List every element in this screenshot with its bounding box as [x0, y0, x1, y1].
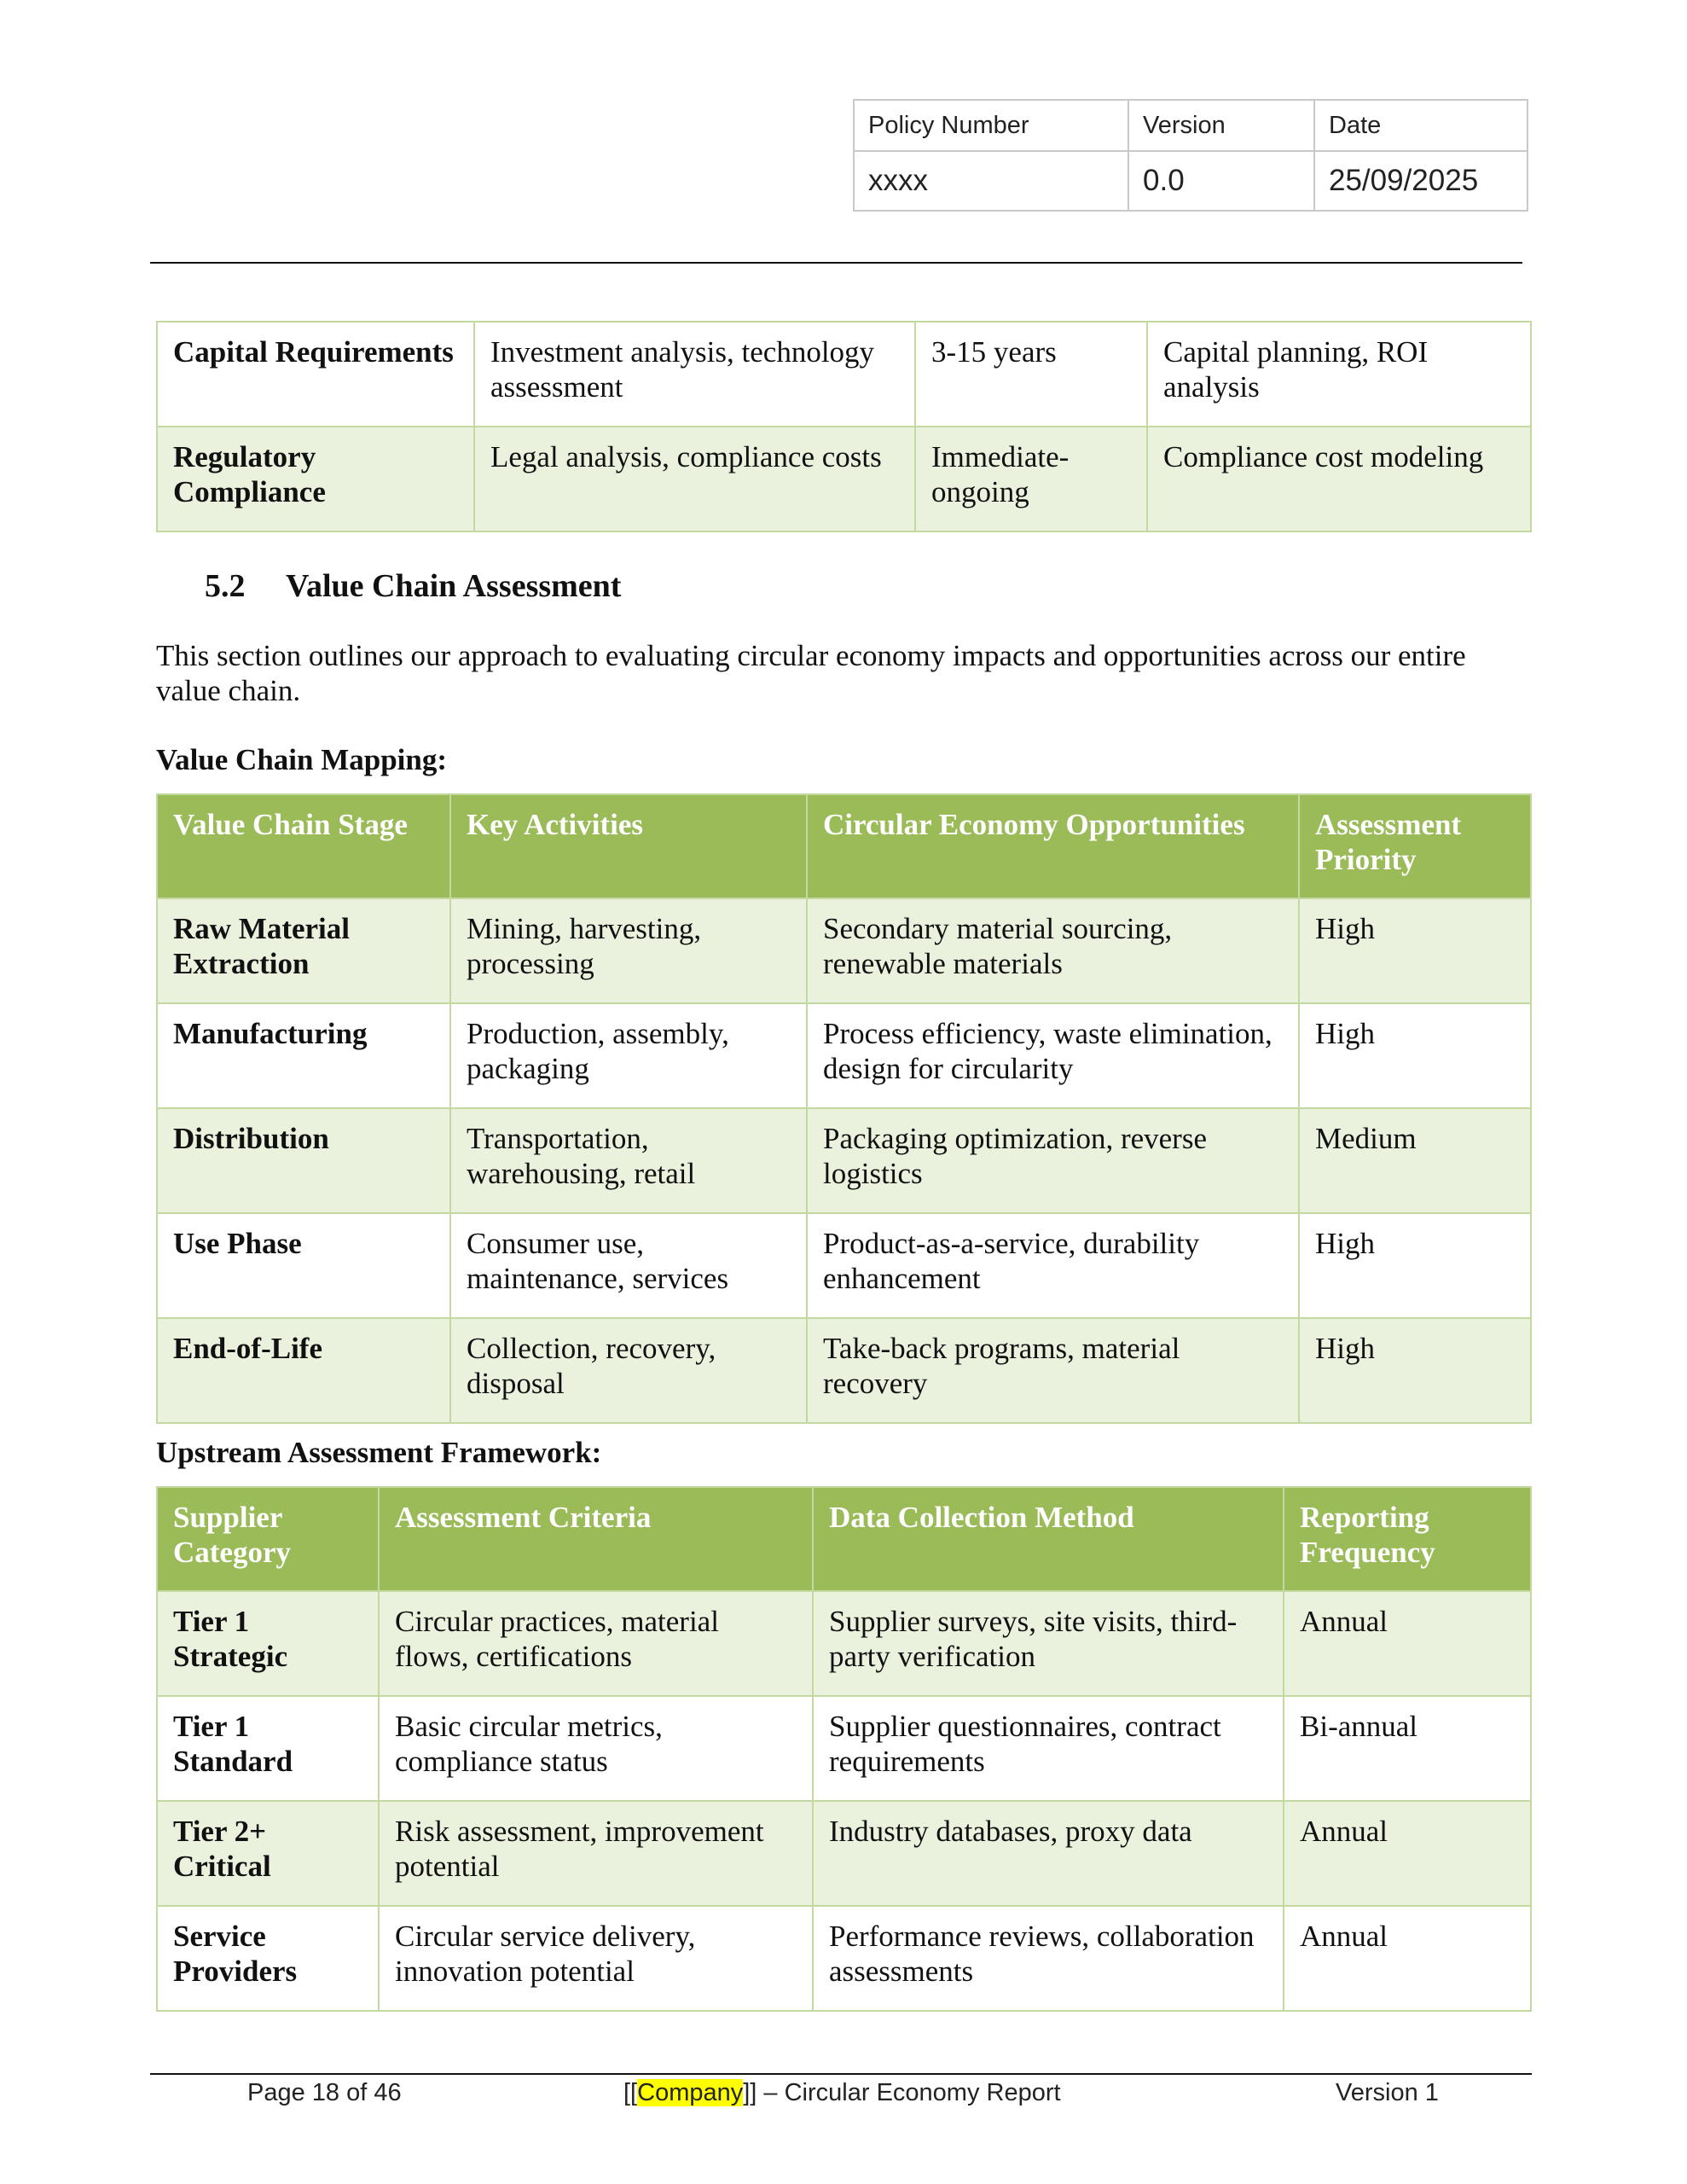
- table-row: [157, 1108, 1531, 1213]
- table-cell: Bi-annual: [1284, 1696, 1531, 1801]
- table-cell: Circular practices, material flows, certifications: [379, 1591, 813, 1696]
- version-label: Version: [1128, 100, 1314, 151]
- row-heading: Regulatory Compliance: [157, 427, 474, 531]
- policy-number-value: xxxx: [854, 151, 1128, 211]
- table-cell: Supplier questionnaires, contract requirements: [813, 1696, 1284, 1801]
- table-cell: Consumer use, maintenance, services: [450, 1213, 807, 1318]
- footer-title-suffix: ]] – Circular Economy Report: [743, 2079, 1061, 2106]
- row-heading: Tier 2+ Critical: [157, 1801, 379, 1906]
- company-placeholder: Company: [637, 2079, 744, 2106]
- row-heading: Tier 1 Strategic: [157, 1591, 379, 1696]
- row-heading: Distribution: [157, 1108, 450, 1213]
- row-heading: End-of-Life: [157, 1318, 450, 1423]
- header-divider: [150, 262, 1522, 264]
- table-row: [157, 898, 1531, 1003]
- page-number: Page 18 of 46: [247, 2079, 402, 2106]
- column-header: Reporting Frequency: [1284, 1487, 1531, 1591]
- table-row: [157, 322, 1531, 427]
- table-cell: Basic circular metrics, compliance status: [379, 1696, 813, 1801]
- table-row: [157, 1906, 1531, 2011]
- column-header: Value Chain Stage: [157, 794, 450, 898]
- section-heading: [205, 567, 621, 605]
- table-row: [157, 1318, 1531, 1423]
- table-header-row: [157, 1487, 1531, 1591]
- table-cell: Annual: [1284, 1906, 1531, 2011]
- table-cell: Packaging optimization, reverse logistics: [807, 1108, 1299, 1213]
- column-header: Assessment Criteria: [379, 1487, 813, 1591]
- table-row: [157, 1003, 1531, 1108]
- policy-number-label: Policy Number: [854, 100, 1128, 151]
- table-cell: Product-as-a-service, durability enhancement: [807, 1213, 1299, 1318]
- capital-requirements-table: [156, 321, 1532, 532]
- row-heading: Manufacturing: [157, 1003, 450, 1108]
- table-cell: Risk assessment, improvement potential: [379, 1801, 813, 1906]
- table-cell: Collection, recovery, disposal: [450, 1318, 807, 1423]
- row-heading: Service Providers: [157, 1906, 379, 2011]
- table-row: [157, 1213, 1531, 1318]
- table-row: [157, 1696, 1531, 1801]
- row-heading: Tier 1 Standard: [157, 1696, 379, 1801]
- version-value: 0.0: [1128, 151, 1314, 211]
- table-cell: Capital planning, ROI analysis: [1147, 322, 1531, 427]
- table-cell: Annual: [1284, 1591, 1531, 1696]
- column-header: Circular Economy Opportunities: [807, 794, 1299, 898]
- table-cell: 3-15 years: [915, 322, 1147, 427]
- table-header-row: [157, 794, 1531, 898]
- table-cell: Immediate-ongoing: [915, 427, 1147, 531]
- table-cell: High: [1299, 1213, 1531, 1318]
- footer-divider: [150, 2073, 1532, 2075]
- footer-title-prefix: [[: [623, 2079, 638, 2106]
- table-cell: High: [1299, 898, 1531, 1003]
- row-heading: Raw Material Extraction: [157, 898, 450, 1003]
- table-cell: Mining, harvesting, processing: [450, 898, 807, 1003]
- table-cell: Take-back programs, material recovery: [807, 1318, 1299, 1423]
- upstream-subheading: Upstream Assessment Framework:: [156, 1436, 602, 1469]
- section-number: 5.2: [205, 568, 246, 604]
- section-intro-paragraph: This section outlines our approach to evaluating circular economy impacts and opportunities across our entire value chain.: [156, 639, 1466, 707]
- table-cell: Legal analysis, compliance costs: [474, 427, 915, 531]
- column-header: Key Activities: [450, 794, 807, 898]
- policy-value-row: [854, 151, 1528, 211]
- row-heading: Use Phase: [157, 1213, 450, 1318]
- table-cell: High: [1299, 1318, 1531, 1423]
- table-cell: Transportation, warehousing, retail: [450, 1108, 807, 1213]
- table-cell: Production, assembly, packaging: [450, 1003, 807, 1108]
- table-cell: Supplier surveys, site visits, third-party verification: [813, 1591, 1284, 1696]
- row-heading: Capital Requirements: [157, 322, 474, 427]
- table-cell: Medium: [1299, 1108, 1531, 1213]
- table-row: [157, 427, 1531, 531]
- table-row: [157, 1801, 1531, 1906]
- policy-label-row: [854, 100, 1528, 151]
- column-header: Data Collection Method: [813, 1487, 1284, 1591]
- table-cell: Compliance cost modeling: [1147, 427, 1531, 531]
- table-cell: Secondary material sourcing, renewable materials: [807, 898, 1299, 1003]
- footer-report-title: [623, 2079, 1061, 2107]
- footer-version: Version 1: [1336, 2079, 1439, 2106]
- date-value: 25/09/2025: [1314, 151, 1528, 211]
- table-cell: Annual: [1284, 1801, 1531, 1906]
- table-cell: Process efficiency, waste elimination, design for circularity: [807, 1003, 1299, 1108]
- upstream-assessment-table: [156, 1486, 1532, 2012]
- table-cell: High: [1299, 1003, 1531, 1108]
- table-row: [157, 1591, 1531, 1696]
- value-chain-subheading: Value Chain Mapping:: [156, 743, 448, 776]
- table-cell: Circular service delivery, innovation potential: [379, 1906, 813, 2011]
- table-cell: Investment analysis, technology assessment: [474, 322, 915, 427]
- column-header: Supplier Category: [157, 1487, 379, 1591]
- value-chain-table: [156, 793, 1532, 1424]
- policy-info-table: [853, 99, 1528, 212]
- column-header: Assessment Priority: [1299, 794, 1531, 898]
- table-cell: Performance reviews, collaboration assessments: [813, 1906, 1284, 2011]
- section-title: Value Chain Assessment: [286, 568, 622, 604]
- table-cell: Industry databases, proxy data: [813, 1801, 1284, 1906]
- date-label: Date: [1314, 100, 1528, 151]
